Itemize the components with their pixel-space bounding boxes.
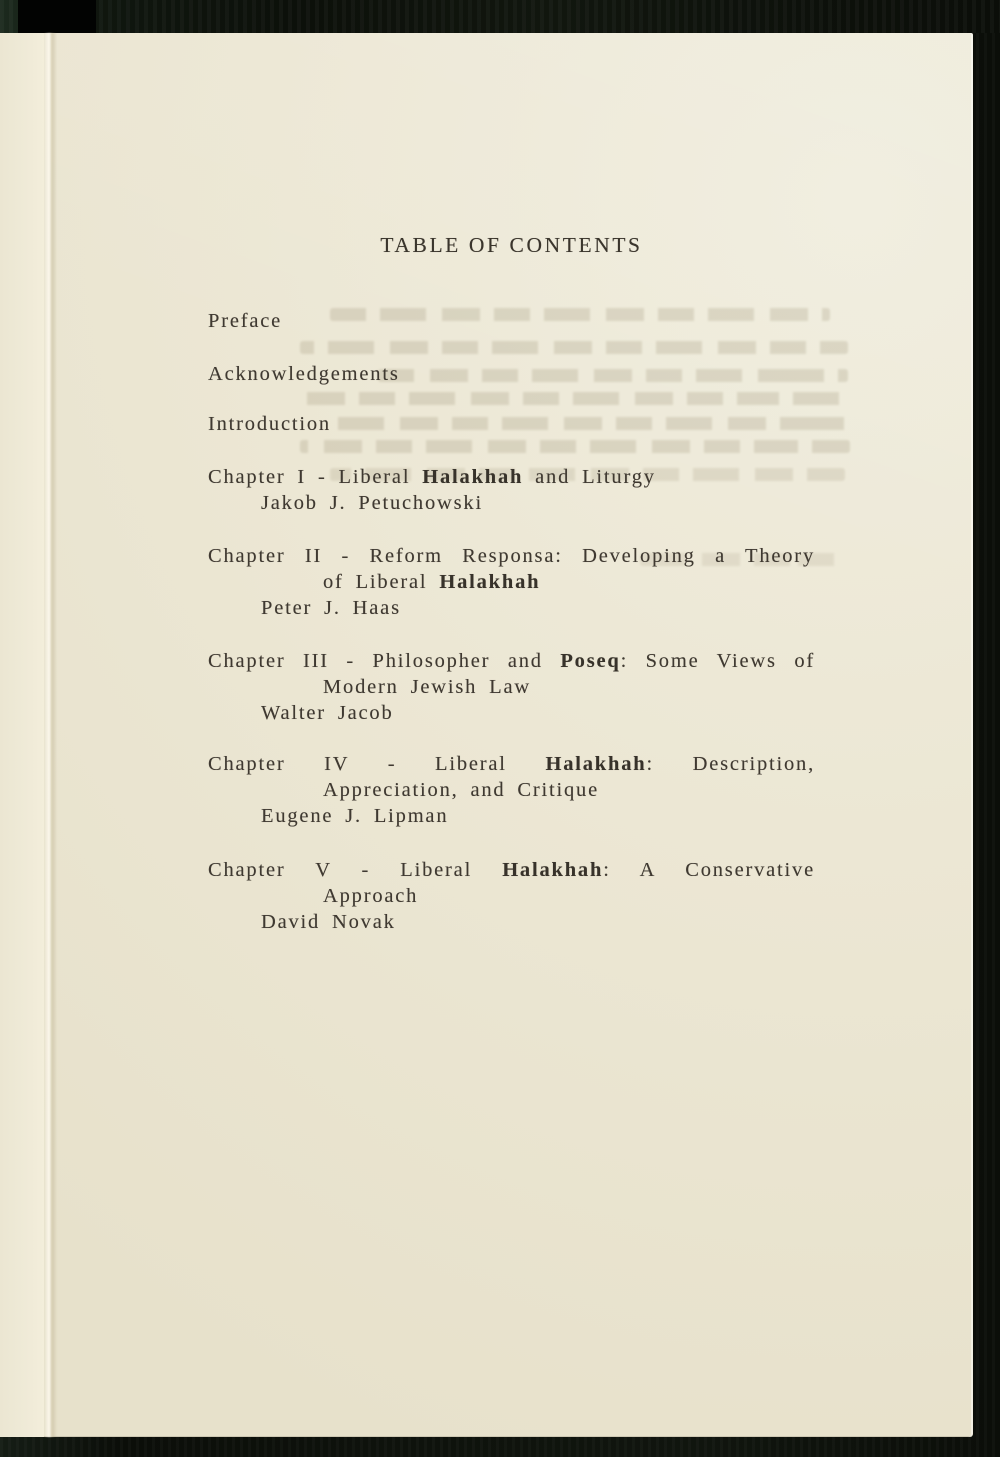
chapter-title-line: Modern Jewish Law [323, 676, 531, 698]
toc-item-introduction: Introduction [208, 413, 331, 435]
chapter-title-line: Chapter III - Philosopher and Poseq: Some Views of [208, 650, 815, 672]
chapter-author: Jakob J. Petuchowski [261, 492, 483, 514]
chapter-title-line: Approach [323, 885, 419, 907]
page [0, 33, 973, 1437]
chapter-title-line: Chapter I - Liberal Halakhah and Liturgy [208, 466, 656, 488]
chapter-author: Eugene J. Lipman [261, 805, 449, 827]
chapter-title-line: Chapter IV - Liberal Halakhah: Description, [208, 753, 816, 775]
chapter-author: Walter Jacob [261, 702, 394, 724]
show-through-text-line [300, 440, 850, 453]
chapter-title-line: Chapter II - Reform Responsa: Developing a Theory [208, 545, 815, 567]
show-through-text-line [330, 308, 830, 321]
show-through-text-line [300, 341, 848, 354]
chapter-title-line: of Liberal Halakhah [323, 571, 541, 593]
toc-item-preface: Preface [208, 310, 283, 332]
binding-crease [44, 33, 57, 1437]
show-through-text-line [328, 417, 848, 430]
page-title: TABLE OF CONTENTS [380, 233, 643, 257]
scan-border-top [0, 0, 1000, 33]
chapter-author: David Novak [261, 911, 396, 933]
show-through-text-line [300, 392, 848, 405]
chapter-author: Peter J. Haas [261, 597, 401, 619]
toc-item-acknowledgements: Acknowledgements [208, 363, 400, 385]
chapter-title-line: Chapter V - Liberal Halakhah: A Conservative [208, 859, 815, 881]
show-through-text-line [378, 369, 848, 382]
chapter-title-line: Appreciation, and Critique [323, 779, 599, 801]
page-gutter-strip [0, 33, 44, 1437]
scan-border-top-dark-patch [18, 0, 96, 37]
